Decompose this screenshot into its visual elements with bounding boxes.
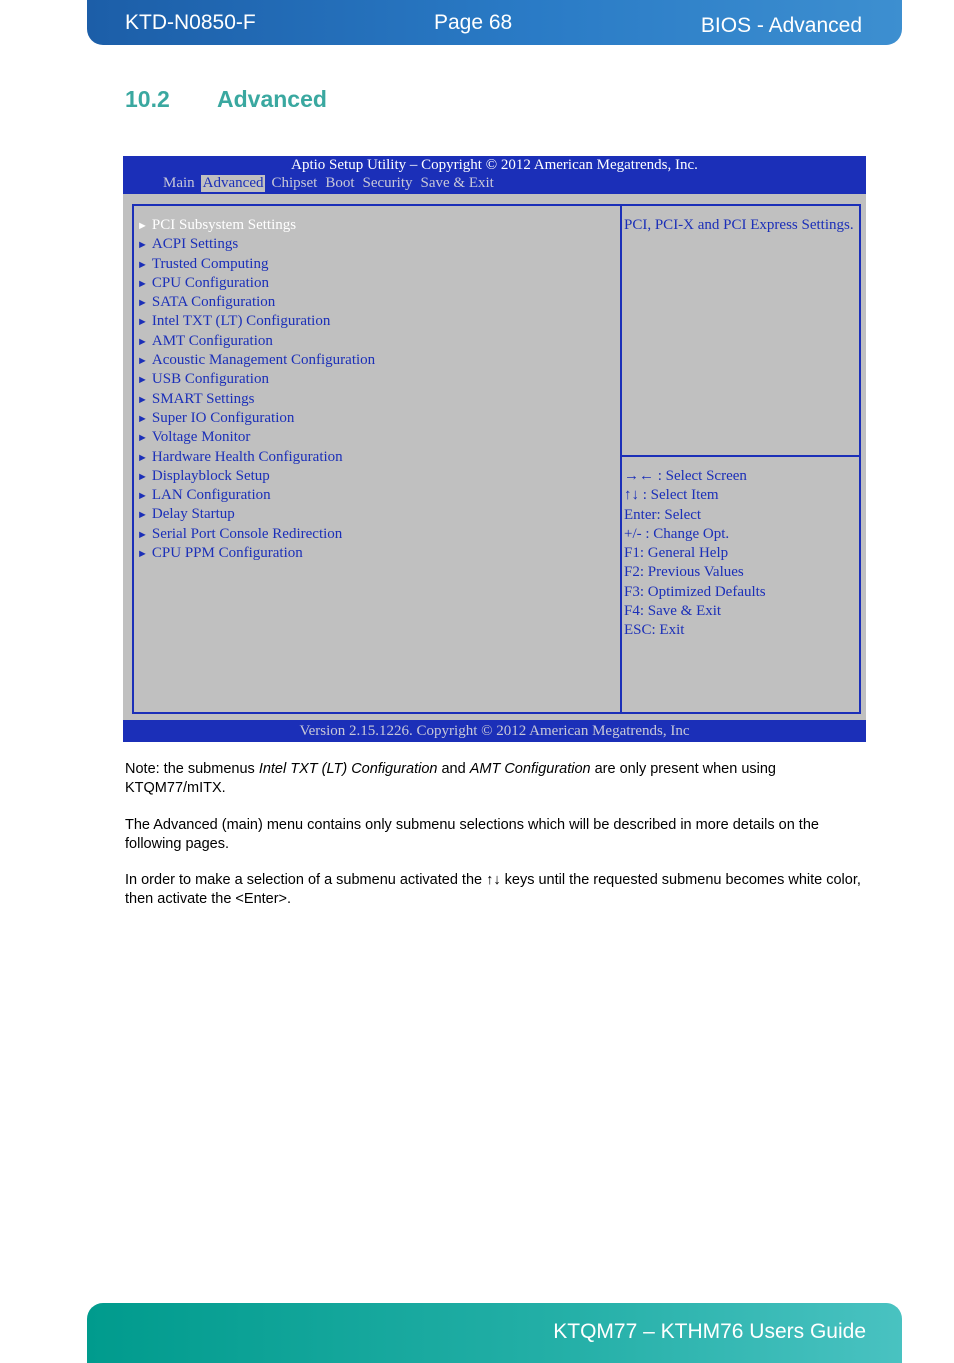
triangle-right-icon: ►	[137, 239, 148, 252]
submenu-item-label: Serial Port Console Redirection	[151, 525, 343, 542]
bios-title-bar	[123, 156, 866, 194]
submenu-item-intel-txt[interactable]	[137, 312, 375, 331]
key-legend	[624, 467, 766, 641]
submenu-item-voltage-monitor[interactable]	[137, 428, 375, 447]
submenu-item-label: SMART Settings	[151, 390, 255, 407]
submenu-item-label: USB Configuration	[151, 371, 269, 388]
submenu-item-label: CPU Configuration	[151, 274, 269, 291]
section-heading	[125, 86, 327, 113]
tab-boot[interactable]: Boot	[325, 175, 355, 191]
submenu-item-label: Super IO Configuration	[151, 409, 295, 426]
triangle-right-icon: ►	[137, 432, 148, 445]
submenu-item-serial-console[interactable]	[137, 525, 375, 544]
note-paragraph	[125, 760, 865, 797]
submenu-item-label: AMT Configuration	[151, 332, 273, 349]
submenu-item-sata[interactable]	[137, 293, 375, 312]
submenu-item-label: Trusted Computing	[151, 255, 269, 272]
note-emphasis-txt: Intel TXT (LT) Configuration	[258, 761, 438, 777]
key-legend-item: +/- : Change Opt.	[624, 525, 730, 542]
section-heading-title: Advanced	[217, 86, 327, 112]
panel-divider-vertical	[620, 206, 622, 712]
triangle-right-icon: ►	[137, 355, 148, 368]
submenu-list	[137, 216, 375, 563]
document-id: KTD-N0850-F	[125, 11, 256, 34]
submenu-item-amt[interactable]	[137, 332, 375, 351]
section-number: 10.2	[125, 86, 170, 112]
submenu-item-usb[interactable]	[137, 370, 375, 389]
page-footer	[87, 1303, 902, 1363]
triangle-right-icon: ►	[137, 490, 148, 503]
triangle-right-icon: ►	[137, 220, 148, 232]
tab-chipset[interactable]: Chipset	[271, 175, 318, 191]
triangle-right-icon: ►	[137, 412, 148, 425]
key-legend-item: ↑↓ : Select Item	[624, 487, 719, 504]
submenu-item-pci-subsystem[interactable]	[137, 216, 375, 235]
panel-divider-horizontal	[622, 455, 859, 457]
triangle-right-icon: ►	[137, 297, 148, 310]
submenu-item-acpi[interactable]	[137, 235, 375, 254]
submenu-item-acoustic[interactable]	[137, 351, 375, 370]
key-legend-item: F4: Save & Exit	[624, 603, 722, 620]
submenu-item-displayblock[interactable]	[137, 467, 375, 486]
submenu-item-label: Voltage Monitor	[151, 429, 251, 446]
key-legend-item: F2: Previous Values	[624, 564, 744, 581]
key-legend-item: ESC: Exit	[624, 622, 685, 639]
bios-main-frame	[132, 204, 861, 714]
submenu-item-hardware-health[interactable]	[137, 448, 375, 467]
tab-advanced[interactable]: Advanced	[202, 175, 264, 191]
bios-tab-bar	[161, 175, 500, 192]
triangle-right-icon: ►	[137, 451, 148, 464]
submenu-item-trusted-computing[interactable]	[137, 255, 375, 274]
triangle-right-icon: ►	[137, 374, 148, 387]
submenu-item-delay-startup[interactable]	[137, 505, 375, 524]
triangle-right-icon: ►	[137, 258, 148, 271]
triangle-right-icon: ►	[137, 393, 148, 406]
submenu-item-label: Displayblock Setup	[151, 467, 270, 484]
tab-security[interactable]: Security	[362, 175, 413, 191]
key-legend-item: Enter: Select	[624, 506, 702, 523]
triangle-right-icon: ►	[137, 470, 148, 483]
triangle-right-icon: ►	[137, 335, 148, 348]
bios-setup-screen	[123, 156, 866, 742]
note-suffix: are only present when using KTQM77/mITX.	[125, 761, 776, 796]
page-number: Page 68	[434, 11, 513, 34]
bios-title: Aptio Setup Utility – Copyright © 2012 American Megatrends, Inc.	[291, 157, 698, 173]
key-legend-item: F3: Optimized Defaults	[624, 583, 766, 600]
submenu-item-label: Acoustic Management Configuration	[151, 352, 376, 369]
note-emphasis-amt: AMT Configuration	[469, 761, 591, 777]
page-header	[87, 0, 902, 45]
submenu-item-label: ACPI Settings	[151, 236, 239, 253]
submenu-item-lan[interactable]	[137, 486, 375, 505]
submenu-item-label: LAN Configuration	[151, 487, 271, 504]
section-title: BIOS - Advanced	[700, 14, 862, 37]
item-help-text: PCI, PCI-X and PCI Express Settings.	[624, 217, 854, 233]
description-paragraph: The Advanced (main) menu contains only submenu selections which will be described in more details on the following pages.	[125, 817, 819, 852]
submenu-item-label: Hardware Health Configuration	[151, 448, 343, 465]
submenu-item-label: SATA Configuration	[151, 294, 276, 311]
tab-save-exit[interactable]: Save & Exit	[420, 175, 494, 191]
submenu-item-cpu-ppm[interactable]	[137, 544, 375, 563]
submenu-item-label: Delay Startup	[151, 506, 235, 523]
submenu-item-label: CPU PPM Configuration	[151, 545, 303, 562]
submenu-item-label: PCI Subsystem Settings	[151, 217, 297, 233]
submenu-item-label: Intel TXT (LT) Configuration	[151, 313, 331, 330]
submenu-item-super-io[interactable]	[137, 409, 375, 428]
note-mid: and	[437, 761, 470, 777]
triangle-right-icon: ►	[137, 548, 148, 561]
tab-main[interactable]: Main	[163, 175, 195, 191]
note-prefix: Note: the submenus	[125, 761, 259, 777]
triangle-right-icon: ►	[137, 509, 148, 522]
key-legend-item: F1: General Help	[624, 545, 729, 562]
triangle-right-icon: ►	[137, 528, 148, 541]
key-legend-item: →← : Select Screen	[624, 468, 747, 484]
instruction-paragraph: In order to make a selection of a submenu activated the ↑↓ keys until the requested submenu becomes white color, then activate the <Enter>.	[125, 872, 861, 907]
triangle-right-icon: ►	[137, 316, 148, 329]
submenu-item-smart[interactable]	[137, 390, 375, 409]
triangle-right-icon: ►	[137, 277, 148, 290]
submenu-item-cpu[interactable]	[137, 274, 375, 293]
bios-version-bar: Version 2.15.1226. Copyright © 2012 American Megatrends, Inc	[123, 720, 866, 742]
guide-title: KTQM77 – KTHM76 Users Guide	[553, 1320, 866, 1343]
